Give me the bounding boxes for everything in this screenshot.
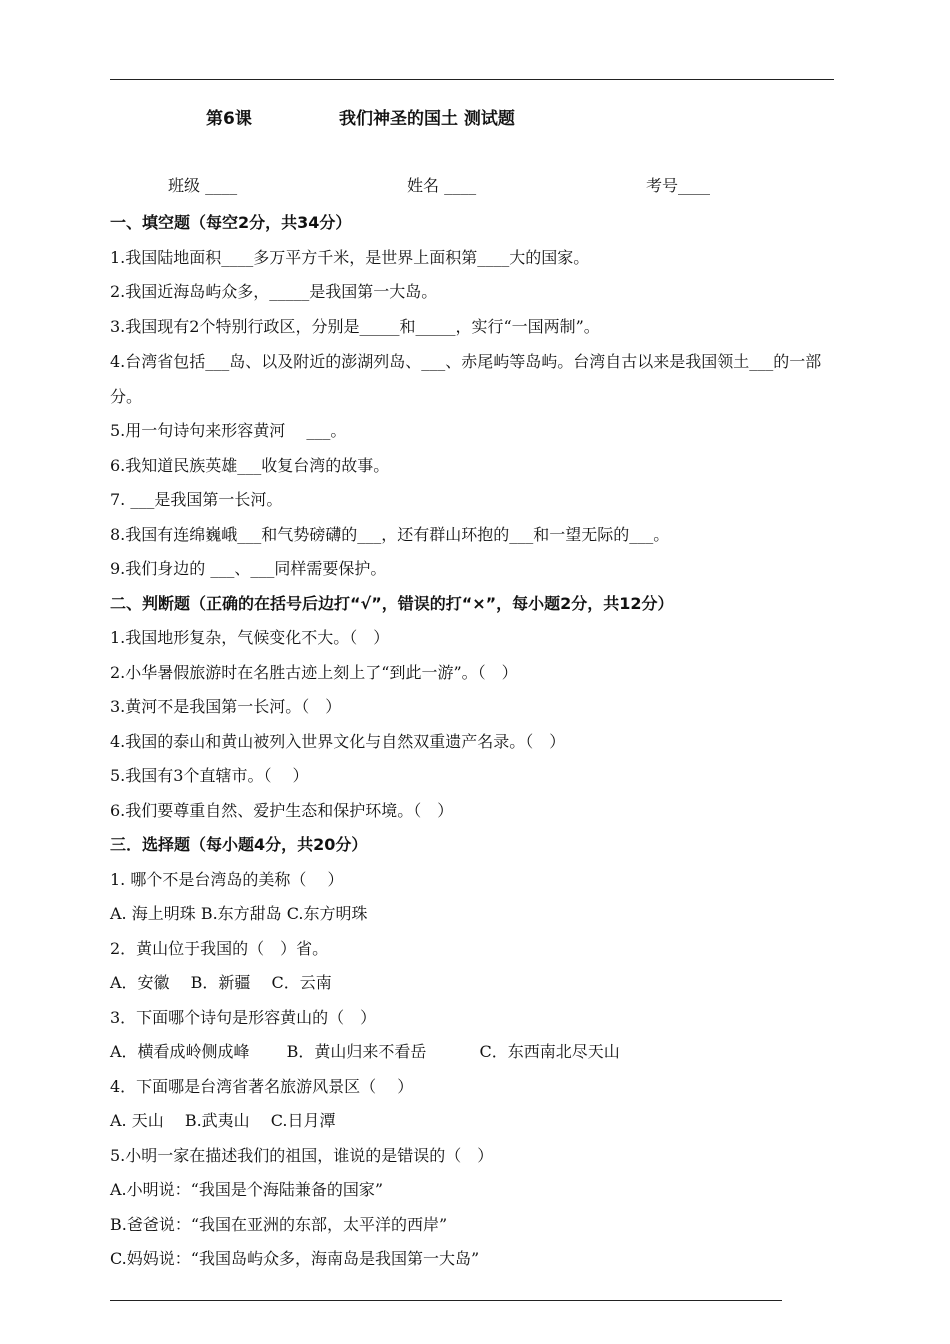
answer-options: A．安徽 B．新疆 C．云南 [110, 973, 332, 992]
question-item: 4．下面哪是台湾省著名旅游风景区（ ） [110, 1076, 414, 1096]
page-title: 我们神圣的国土 测试题 [339, 109, 515, 129]
question-item: 3.我国现有2个特别行政区，分别是_____和_____，实行“一国两制”。 [110, 316, 600, 336]
question-item: 4.台湾省包括___岛、以及附近的澎湖列岛、___、赤尾屿等岛屿。台湾自古以来是我国领土___的一部分。 [110, 352, 822, 406]
question-item: 2.小华暑假旅游时在名胜古迹上刻上了“到此一游”。（ ） [110, 662, 518, 682]
question-item: 4.我国的泰山和黄山被列入世界文化与自然双重遗产名录。（ ） [110, 731, 566, 751]
section-heading-true-false: 二、判断题（正确的在括号后边打“√”，错误的打“×”，每小题2分，共12分） [110, 593, 674, 613]
exam-number-field: 考号____ [646, 176, 711, 195]
question-item: 3.黄河不是我国第一长河。（ ） [110, 697, 342, 716]
question-item: 5.小明一家在描述我们的祖国，谁说的是错误的（ ） [110, 1145, 494, 1165]
bottom-rule [110, 1300, 782, 1301]
question-item: 8.我国有连绵巍峨___和气势磅礴的___，还有群山环抱的___和一望无际的___。 [110, 524, 670, 544]
answer-options: A．横看成岭侧成峰 B．黄山归来不看岳 C．东西南北尽天山 [110, 1042, 620, 1061]
section-heading-multiple-choice: 三．选择题（每小题4分，共20分） [110, 835, 368, 854]
title-row [0, 104, 950, 134]
question-item: 2.我国近海岛屿众多，_____是我国第一大岛。 [110, 282, 438, 301]
answer-options: A. 海上明珠 B.东方甜岛 C.东方明珠 [110, 904, 368, 923]
question-item: 6.我们要尊重自然、爱护生态和保护环境。（ ） [110, 800, 454, 820]
question-item: 1.我国陆地面积____多万平方千米，是世界上面积第____大的国家。 [110, 247, 590, 267]
question-item: 1.我国地形复杂，气候变化不大。（ ） [110, 628, 390, 647]
question-item: 9.我们身边的 ___、___同样需要保护。 [110, 559, 387, 578]
answer-option: A.小明说：“我国是个海陆兼备的国家” [110, 1180, 384, 1199]
top-rule [110, 79, 834, 80]
question-item: 3．下面哪个诗句是形容黄山的（ ） [110, 1007, 377, 1027]
section-heading-fill-blank: 一、填空题（每空2分，共34分） [110, 213, 352, 232]
answer-option: B.爸爸说：“我国在亚洲的东部，太平洋的西岸” [110, 1214, 448, 1234]
question-item: 5.用一句诗句来形容黄河 ___。 [110, 421, 347, 440]
question-item: 2．黄山位于我国的（ ）省。 [110, 938, 329, 958]
student-info-row [0, 173, 950, 201]
answer-options: A. 天山 B.武夷山 C.日月潭 [110, 1111, 336, 1130]
question-item: 1. 哪个不是台湾岛的美称（ ） [110, 869, 344, 889]
question-item: 6.我知道民族英雄___收复台湾的故事。 [110, 455, 390, 475]
class-field: 班级 ____ [168, 176, 238, 195]
test-content [110, 206, 850, 1277]
name-field: 姓名 ____ [407, 176, 477, 195]
question-item: 5.我国有3个直辖市。（ ） [110, 766, 309, 785]
lesson-number: 第6课 [206, 109, 252, 129]
question-item: 7. ___是我国第一长河。 [110, 490, 283, 509]
answer-option: C.妈妈说：“我国岛屿众多，海南岛是我国第一大岛” [110, 1249, 480, 1268]
